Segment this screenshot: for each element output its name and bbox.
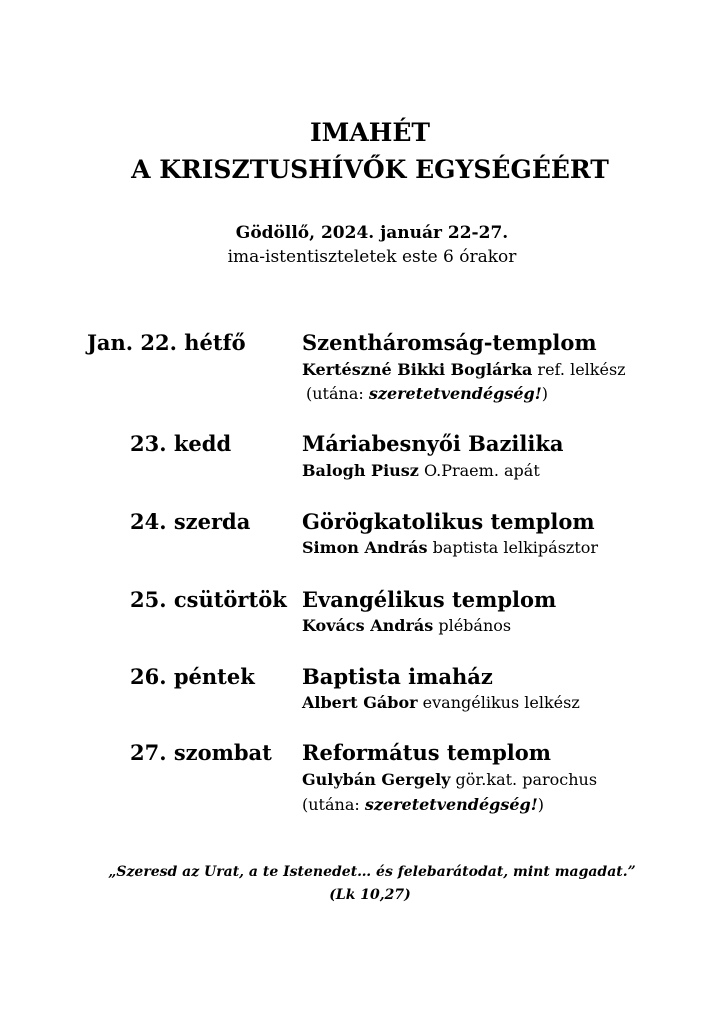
note-prefix: (utána: (302, 795, 365, 814)
schedule-day: Jan. 22. hétfő (87, 330, 246, 355)
person-role: plébános (433, 616, 512, 635)
person-name: Simon András (302, 538, 428, 557)
place-date: Gödöllő, 2024. január 22-27. (235, 223, 509, 243)
schedule-person (302, 360, 626, 379)
person-name: Kertészné Bikki Boglárka (302, 360, 533, 379)
schedule-day: 27. szombat (130, 740, 272, 765)
person-role: evangélikus lelkész (417, 693, 580, 712)
schedule-day: 26. péntek (130, 664, 255, 689)
schedule-day: 25. csütörtök (130, 587, 287, 612)
person-name: Balogh Piusz (302, 461, 419, 480)
person-name: Kovács András (302, 616, 434, 635)
schedule-venue: Görögkatolikus templom (302, 509, 595, 534)
schedule-person (302, 616, 511, 635)
schedule-person (302, 693, 580, 712)
person-role: O.Praem. apát (418, 461, 540, 480)
schedule-note (306, 384, 548, 403)
schedule-note (302, 795, 544, 814)
document-title-line2: A KRISZTUSHÍVŐK EGYSÉGÉÉRT (131, 155, 609, 184)
bible-quote: „Szeresd az Urat, a te Istenedet… és felebarátodat, mint magadat.” (108, 864, 636, 880)
bible-reference: (Lk 10,27) (329, 887, 411, 903)
note-suffix: ) (537, 795, 544, 814)
person-name: Albert Gábor (302, 693, 418, 712)
schedule-day: 24. szerda (130, 509, 251, 534)
note-prefix: (utána: (306, 384, 369, 403)
time-info: ima-istentiszteletek este 6 órakor (227, 247, 517, 267)
schedule-venue: Református templom (302, 740, 552, 765)
schedule-venue: Szentháromság-templom (302, 330, 597, 355)
schedule-venue: Evangélikus templom (302, 587, 557, 612)
person-role: gör.kat. parochus (450, 770, 598, 789)
person-role: ref. lelkész (532, 360, 626, 379)
schedule-day: 23. kedd (130, 431, 232, 456)
note-emphasis: szeretetvendégség! (368, 384, 542, 403)
schedule-person (302, 461, 540, 480)
schedule-venue: Baptista imaház (302, 664, 493, 689)
person-name: Gulybán Gergely (302, 770, 451, 789)
note-suffix: ) (541, 384, 548, 403)
schedule-person (302, 538, 598, 557)
note-emphasis: szeretetvendégség! (364, 795, 538, 814)
schedule-person (302, 770, 597, 789)
person-role: baptista lelkipásztor (427, 538, 599, 557)
document-title-line1: IMAHÉT (309, 118, 431, 147)
schedule-venue: Máriabesnyői Bazilika (302, 431, 564, 456)
